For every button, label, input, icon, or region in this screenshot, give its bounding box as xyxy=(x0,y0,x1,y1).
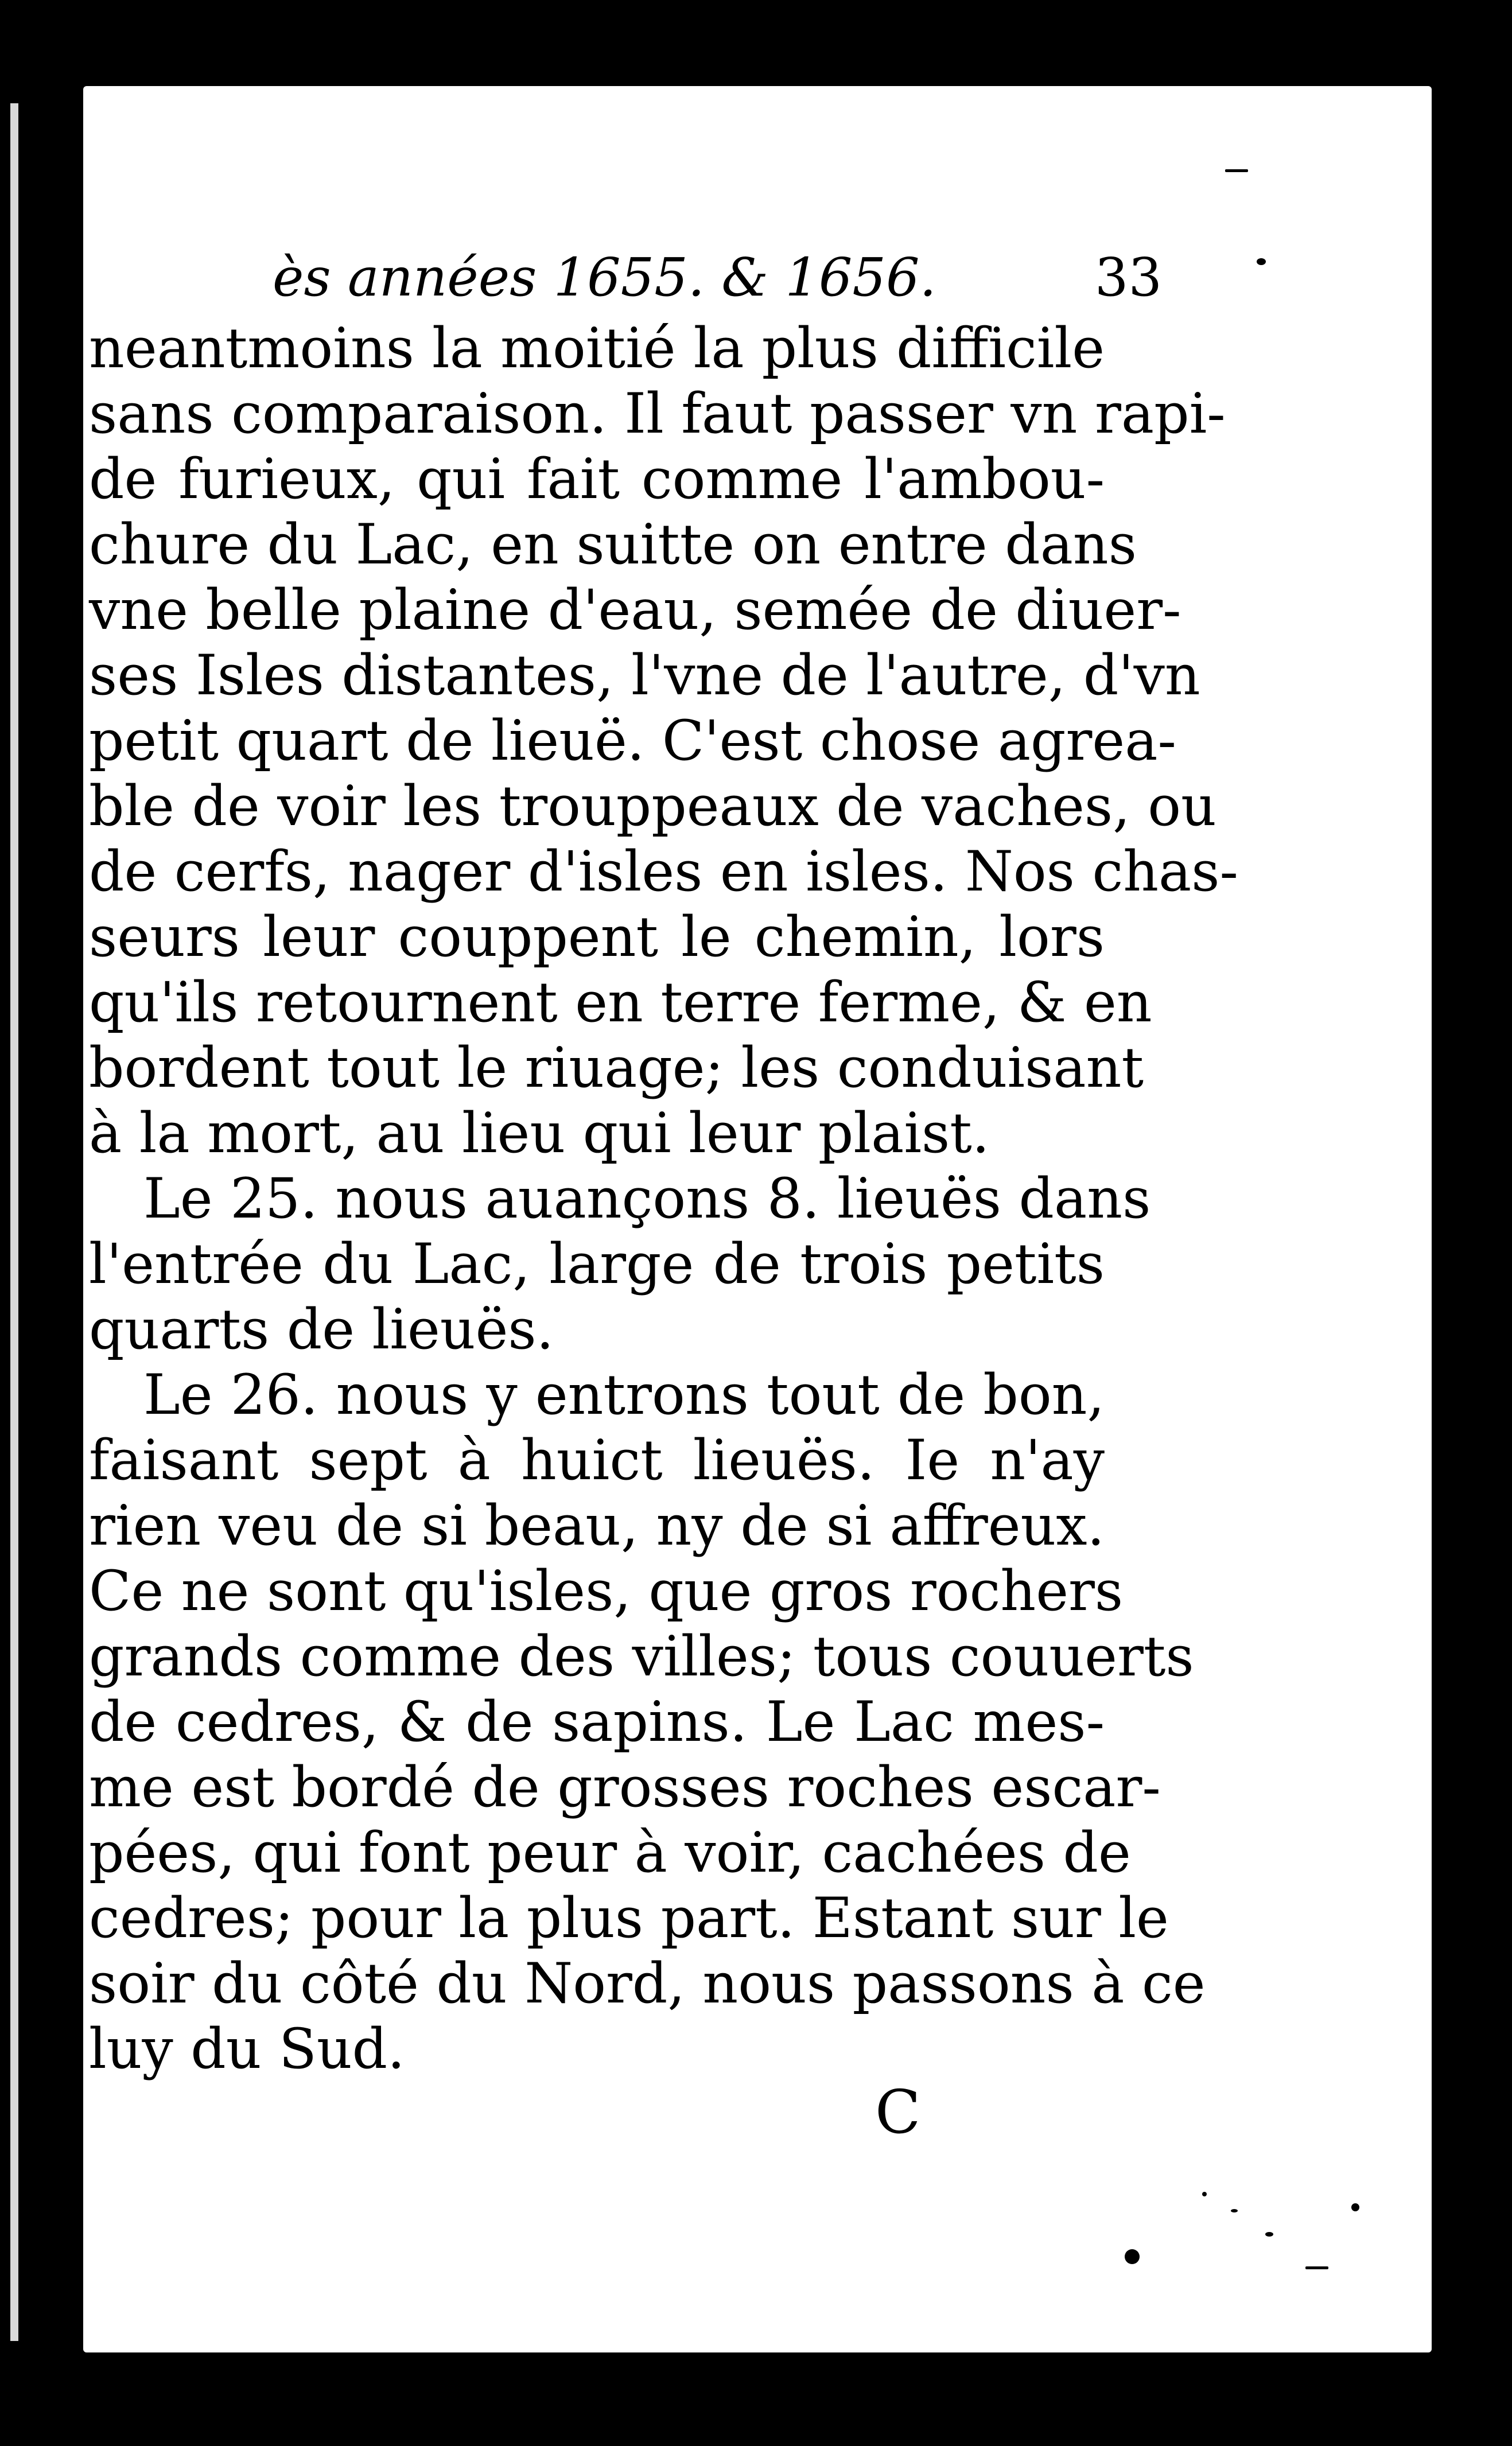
text-line: faisant sept à huict lieuës. Ie n'ay xyxy=(89,1428,1105,1492)
text-line: qu'ils retournent en terre ferme, & en xyxy=(89,970,1152,1035)
book-page xyxy=(83,86,1432,2352)
signature-mark: C xyxy=(875,2077,921,2147)
adjacent-page-edge-line xyxy=(10,103,18,2341)
text-line: vne belle plaine d'eau, semée de diuer- xyxy=(89,578,1181,642)
dust-speck xyxy=(1257,258,1266,265)
body-text xyxy=(89,316,1238,2082)
running-head xyxy=(273,247,1162,321)
text-line: cedres; pour la plus part. Estant sur le xyxy=(89,1886,1169,1950)
dust-speck xyxy=(1225,169,1248,172)
text-line: de cedres, & de sapins. Le Lac mes- xyxy=(89,1690,1105,1754)
dust-speck xyxy=(1202,2192,1207,2196)
text-line: soir du côté du Nord, nous passons à ce xyxy=(89,1951,1206,2016)
text-line: ble de voir les trouppeaux de vaches, ou xyxy=(89,774,1216,838)
text-line: luy du Sud. xyxy=(89,2017,405,2081)
text-line: Ce ne sont qu'isles, que gros rochers xyxy=(89,1559,1124,1623)
text-line: l'entrée du Lac, large de trois petits xyxy=(89,1232,1105,1296)
text-line: Le 26. nous y entrons tout de bon, xyxy=(143,1363,1105,1427)
text-line: rien veu de si beau, ny de si affreux. xyxy=(89,1494,1105,1558)
text-line: grands comme des villes; tous couuerts xyxy=(89,1624,1194,1689)
text-line: Le 25. nous auançons 8. lieuës dans xyxy=(143,1166,1151,1231)
text-line: me est bordé de grosses roches escar- xyxy=(89,1755,1161,1819)
text-line: de cerfs, nager d'isles en isles. Nos chas- xyxy=(89,839,1238,904)
text-line: chure du Lac, en suitte on entre dans xyxy=(89,512,1137,577)
text-line: quarts de lieuës. xyxy=(89,1297,554,1362)
dust-speck xyxy=(1231,2209,1238,2212)
text-line: de furieux, qui fait comme l'ambou- xyxy=(89,447,1105,511)
dust-speck xyxy=(1351,2203,1359,2211)
text-line: neantmoins la moitié la plus difficile xyxy=(89,316,1105,380)
text-line: ses Isles distantes, l'vne de l'autre, d'vn xyxy=(89,643,1200,707)
text-line: à la mort, au lieu qui leur plaist. xyxy=(89,1101,990,1165)
text-line: bordent tout le riuage; les conduisant xyxy=(89,1036,1144,1100)
text-line: sans comparaison. Il faut passer vn rapi- xyxy=(89,382,1226,446)
text-line: seurs leur couppent le chemin, lors xyxy=(89,905,1105,969)
page-number: 33 xyxy=(1094,247,1162,308)
dust-speck xyxy=(1305,2266,1328,2269)
adjacent-page-edge xyxy=(0,103,34,2341)
dust-speck xyxy=(1125,2249,1140,2264)
text-line: pées, qui font peur à voir, cachées de xyxy=(89,1821,1131,1885)
running-head-title: ès années 1655. & 1656. xyxy=(273,247,936,308)
page-content xyxy=(83,86,1238,2352)
dust-speck xyxy=(1265,2232,1273,2237)
text-line: petit quart de lieuë. C'est chose agrea- xyxy=(89,709,1176,773)
